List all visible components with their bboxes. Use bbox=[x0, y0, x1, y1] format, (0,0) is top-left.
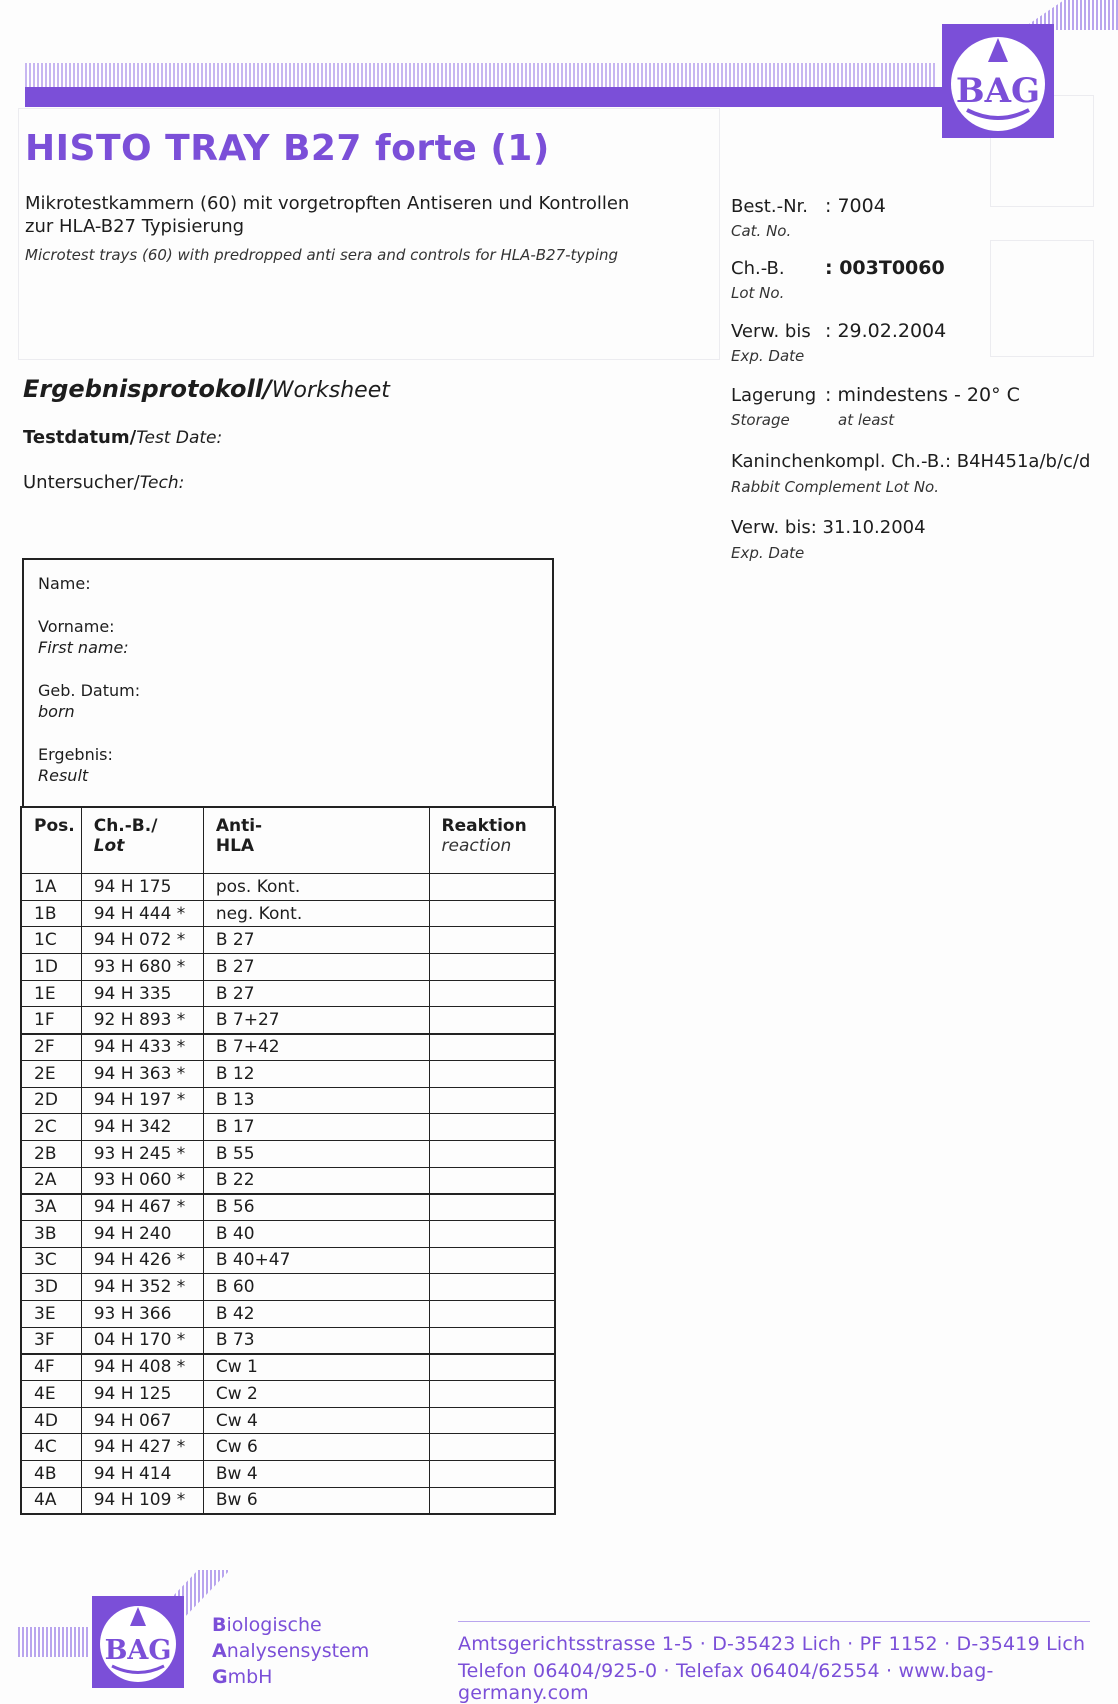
header-anti-hla: Anti- HLA bbox=[203, 807, 429, 874]
cell-pos: 4D bbox=[21, 1407, 81, 1434]
cell-reaction[interactable] bbox=[429, 1034, 555, 1061]
cell-anti-hla: Cw 2 bbox=[203, 1381, 429, 1408]
exp-date-sub: Exp. Date bbox=[731, 347, 805, 365]
table-row bbox=[21, 1301, 555, 1328]
cell-pos: 2C bbox=[21, 1114, 81, 1141]
cell-anti-hla: B 40+47 bbox=[203, 1247, 429, 1274]
cell-anti-hla: B 27 bbox=[203, 954, 429, 981]
cell-lot: 94 H 125 bbox=[81, 1381, 203, 1408]
cell-pos: 4F bbox=[21, 1354, 81, 1381]
footer-address: Amtsgerichtsstrasse 1-5 · D-35423 Lich · PF 1152 · D-35419 Lich bbox=[458, 1633, 1086, 1655]
lot-no-label: Ch.-B. bbox=[731, 258, 785, 279]
cell-reaction[interactable] bbox=[429, 927, 555, 954]
cell-lot: 94 H 067 bbox=[81, 1407, 203, 1434]
cell-lot: 92 H 893 * bbox=[81, 1007, 203, 1034]
header-hatch-bar bbox=[25, 63, 935, 87]
cell-lot: 94 H 197 * bbox=[81, 1087, 203, 1114]
cell-pos: 1F bbox=[21, 1007, 81, 1034]
table-body bbox=[21, 874, 555, 1515]
cat-no-sub: Cat. No. bbox=[731, 222, 792, 240]
cell-pos: 3C bbox=[21, 1247, 81, 1274]
cell-lot: 94 H 444 * bbox=[81, 900, 203, 927]
cell-lot: 94 H 408 * bbox=[81, 1354, 203, 1381]
born-label-de: Geb. Datum: bbox=[38, 681, 141, 700]
table-row bbox=[21, 927, 555, 954]
test-date-en: Test Date: bbox=[136, 428, 223, 448]
storage-sub: Storage bbox=[731, 411, 790, 429]
cell-anti-hla: Cw 4 bbox=[203, 1407, 429, 1434]
cell-anti-hla: B 60 bbox=[203, 1274, 429, 1301]
cell-pos: 3A bbox=[21, 1194, 81, 1221]
cell-anti-hla: Cw 6 bbox=[203, 1434, 429, 1461]
cell-pos: 1C bbox=[21, 927, 81, 954]
cell-reaction[interactable] bbox=[429, 1354, 555, 1381]
cell-anti-hla: pos. Kont. bbox=[203, 874, 429, 901]
header-pos: Pos. bbox=[21, 807, 81, 874]
cell-reaction[interactable] bbox=[429, 1301, 555, 1328]
cell-lot: 94 H 433 * bbox=[81, 1034, 203, 1061]
cell-reaction[interactable] bbox=[429, 1167, 555, 1194]
description-en: Microtest trays (60) with predropped anti sera and controls for HLA-B27-typing bbox=[25, 246, 619, 264]
footer-logo-lettering: BAG bbox=[104, 1635, 172, 1666]
cell-reaction[interactable] bbox=[429, 874, 555, 901]
cell-reaction[interactable] bbox=[429, 954, 555, 981]
result-label-en: Result bbox=[38, 766, 89, 785]
cell-reaction[interactable] bbox=[429, 1114, 555, 1141]
test-date-de: Testdatum/ bbox=[23, 427, 137, 448]
table-row bbox=[21, 1354, 555, 1381]
header-reaction: Reaktion reaction bbox=[429, 807, 555, 874]
cell-lot: 94 H 175 bbox=[81, 874, 203, 901]
cell-pos: 1A bbox=[21, 874, 81, 901]
cell-anti-hla: B 42 bbox=[203, 1301, 429, 1328]
table-row bbox=[21, 1327, 555, 1354]
cell-reaction[interactable] bbox=[429, 1274, 555, 1301]
cell-pos: 4C bbox=[21, 1434, 81, 1461]
table-row bbox=[21, 1034, 555, 1061]
cell-reaction[interactable] bbox=[429, 1407, 555, 1434]
cell-lot: 94 H 342 bbox=[81, 1114, 203, 1141]
logo-lettering: BAG bbox=[955, 71, 1041, 111]
cell-pos: 1E bbox=[21, 980, 81, 1007]
name-label: Name: bbox=[38, 574, 91, 593]
cat-no-label: Best.-Nr. bbox=[731, 196, 809, 217]
lot-no-sub: Lot No. bbox=[731, 284, 785, 302]
cell-lot: 94 H 240 bbox=[81, 1220, 203, 1247]
first-name-label-de: Vorname: bbox=[38, 617, 115, 636]
table-row bbox=[21, 1194, 555, 1221]
description-de-line1: Mikrotestkammern (60) mit vorgetropften Antiseren und Kontrollen bbox=[25, 193, 630, 214]
tech-en: Tech: bbox=[139, 473, 185, 493]
storage-label: Lagerung bbox=[731, 385, 817, 406]
cell-anti-hla: B 73 bbox=[203, 1327, 429, 1354]
cell-lot: 93 H 366 bbox=[81, 1301, 203, 1328]
cell-anti-hla: B 13 bbox=[203, 1087, 429, 1114]
cell-lot: 94 H 352 * bbox=[81, 1274, 203, 1301]
cell-reaction[interactable] bbox=[429, 1007, 555, 1034]
cell-lot: 94 H 414 bbox=[81, 1461, 203, 1488]
cell-reaction[interactable] bbox=[429, 1247, 555, 1274]
table-row bbox=[21, 1381, 555, 1408]
table-row bbox=[21, 1274, 555, 1301]
cell-reaction[interactable] bbox=[429, 1220, 555, 1247]
table-row bbox=[21, 1461, 555, 1488]
cell-pos: 3E bbox=[21, 1301, 81, 1328]
cell-lot: 94 H 363 * bbox=[81, 1060, 203, 1087]
first-name-label-en: First name: bbox=[38, 638, 129, 657]
company-name: Biologische Analysensystem GmbH bbox=[212, 1614, 370, 1688]
footer-bag-logo bbox=[92, 1596, 184, 1688]
cell-lot: 04 H 170 * bbox=[81, 1327, 203, 1354]
cell-anti-hla: Cw 1 bbox=[203, 1354, 429, 1381]
cell-reaction[interactable] bbox=[429, 1487, 555, 1514]
exp-date-value: : 29.02.2004 bbox=[825, 320, 947, 342]
table-row bbox=[21, 1407, 555, 1434]
description-de-line2: zur HLA-B27 Typisierung bbox=[25, 216, 245, 237]
cell-anti-hla: B 12 bbox=[203, 1060, 429, 1087]
storage-value-sub: at least bbox=[838, 411, 895, 429]
born-label-en: born bbox=[38, 702, 75, 721]
table-header-row bbox=[21, 807, 555, 874]
cell-reaction[interactable] bbox=[429, 900, 555, 927]
tech-label bbox=[23, 472, 184, 493]
table-row bbox=[21, 1087, 555, 1114]
cell-anti-hla: B 56 bbox=[203, 1194, 429, 1221]
cell-lot: 94 H 072 * bbox=[81, 927, 203, 954]
header-lot: Ch.-B./ Lot bbox=[81, 807, 203, 874]
table-row bbox=[21, 1434, 555, 1461]
table-row bbox=[21, 1007, 555, 1034]
rabbit-complement-sub: Rabbit Complement Lot No. bbox=[731, 478, 940, 496]
rabbit-exp-sub: Exp. Date bbox=[731, 544, 805, 562]
cat-no-value: : 7004 bbox=[825, 195, 886, 217]
cell-lot: 94 H 467 * bbox=[81, 1194, 203, 1221]
page-title: HISTO TRAY B27 forte (1) bbox=[25, 128, 550, 169]
footer-hatch-decoration bbox=[18, 1627, 90, 1657]
table-row bbox=[21, 980, 555, 1007]
tech-de: Untersucher/ bbox=[23, 472, 140, 493]
cell-reaction[interactable] bbox=[429, 1087, 555, 1114]
cell-lot: 93 H 680 * bbox=[81, 954, 203, 981]
footer-contact: Telefon 06404/925-0 · Telefax 06404/62554 · www.bag-germany.com bbox=[458, 1660, 994, 1704]
patient-info-box bbox=[22, 558, 554, 808]
cell-reaction[interactable] bbox=[429, 1327, 555, 1354]
cell-pos: 4E bbox=[21, 1381, 81, 1408]
results-table bbox=[20, 806, 556, 1515]
cell-pos: 2D bbox=[21, 1087, 81, 1114]
cell-reaction[interactable] bbox=[429, 1140, 555, 1167]
test-date-label bbox=[23, 427, 222, 448]
table-row bbox=[21, 1140, 555, 1167]
cell-pos: 2B bbox=[21, 1140, 81, 1167]
cell-reaction[interactable] bbox=[429, 1434, 555, 1461]
cell-lot: 93 H 060 * bbox=[81, 1167, 203, 1194]
cell-anti-hla: B 27 bbox=[203, 980, 429, 1007]
cell-anti-hla: B 22 bbox=[203, 1167, 429, 1194]
bag-logo bbox=[942, 24, 1054, 138]
lot-no-value: : 003T0060 bbox=[825, 257, 945, 279]
rabbit-complement-label: Kaninchenkompl. Ch.-B.: B4H451a/b/c/d bbox=[731, 451, 1091, 472]
table-row bbox=[21, 1220, 555, 1247]
cell-pos: 1D bbox=[21, 954, 81, 981]
cell-anti-hla: Bw 4 bbox=[203, 1461, 429, 1488]
cell-anti-hla: neg. Kont. bbox=[203, 900, 429, 927]
cell-pos: 1B bbox=[21, 900, 81, 927]
table-row bbox=[21, 1060, 555, 1087]
cell-lot: 94 H 335 bbox=[81, 980, 203, 1007]
cell-anti-hla: B 27 bbox=[203, 927, 429, 954]
cell-pos: 2A bbox=[21, 1167, 81, 1194]
storage-value: : mindestens - 20° C bbox=[825, 384, 1020, 406]
cell-lot: 94 H 426 * bbox=[81, 1247, 203, 1274]
table-row bbox=[21, 1487, 555, 1514]
cell-lot: 93 H 245 * bbox=[81, 1140, 203, 1167]
cell-reaction[interactable] bbox=[429, 1381, 555, 1408]
cell-pos: 3B bbox=[21, 1220, 81, 1247]
table-row bbox=[21, 900, 555, 927]
header-solid-bar bbox=[25, 87, 1025, 107]
cell-pos: 4B bbox=[21, 1461, 81, 1488]
cell-anti-hla: B 55 bbox=[203, 1140, 429, 1167]
cell-lot: 94 H 109 * bbox=[81, 1487, 203, 1514]
cell-lot: 94 H 427 * bbox=[81, 1434, 203, 1461]
cell-pos: 4A bbox=[21, 1487, 81, 1514]
cell-reaction[interactable] bbox=[429, 1060, 555, 1087]
cell-anti-hla: Bw 6 bbox=[203, 1487, 429, 1514]
cell-anti-hla: B 17 bbox=[203, 1114, 429, 1141]
exp-date-label: Verw. bis bbox=[731, 321, 811, 342]
cell-pos: 3D bbox=[21, 1274, 81, 1301]
table-row bbox=[21, 954, 555, 981]
result-label-de: Ergebnis: bbox=[38, 745, 113, 764]
cell-anti-hla: B 7+42 bbox=[203, 1034, 429, 1061]
cell-anti-hla: B 40 bbox=[203, 1220, 429, 1247]
cell-pos: 2E bbox=[21, 1060, 81, 1087]
cell-anti-hla: B 7+27 bbox=[203, 1007, 429, 1034]
cell-reaction[interactable] bbox=[429, 980, 555, 1007]
cell-reaction[interactable] bbox=[429, 1194, 555, 1221]
worksheet-title-de: Ergebnisprotokoll/ bbox=[23, 375, 272, 403]
worksheet-title bbox=[23, 375, 390, 403]
rabbit-exp-label: Verw. bis: 31.10.2004 bbox=[731, 517, 926, 538]
cell-reaction[interactable] bbox=[429, 1461, 555, 1488]
table-row bbox=[21, 1114, 555, 1141]
table-row bbox=[21, 1167, 555, 1194]
table-row bbox=[21, 874, 555, 901]
cell-pos: 3F bbox=[21, 1327, 81, 1354]
table-row bbox=[21, 1247, 555, 1274]
faint-background-box bbox=[990, 240, 1094, 357]
cell-pos: 2F bbox=[21, 1034, 81, 1061]
footer-divider bbox=[458, 1621, 1090, 1622]
worksheet-title-en: Worksheet bbox=[271, 378, 390, 403]
